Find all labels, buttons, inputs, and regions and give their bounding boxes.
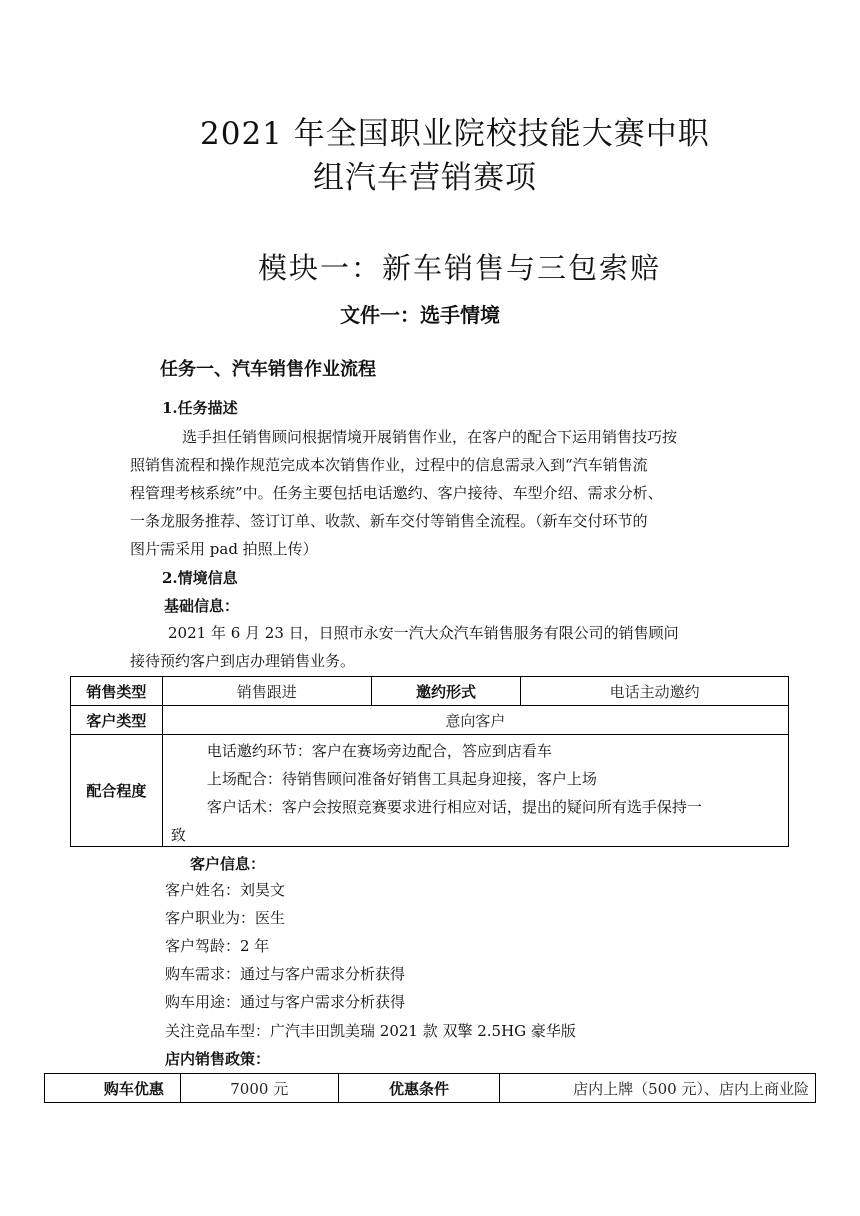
cooperation-line-4: 致 (170, 826, 186, 844)
customer-type-label: 客户类型 (71, 706, 163, 735)
discount-label: 购车优惠 (45, 1074, 181, 1103)
cooperation-cell (162, 735, 788, 847)
policy-table (44, 1073, 816, 1103)
cooperation-label: 配合程度 (71, 735, 163, 847)
description-line-3: 程管理考核系统”中。任务主要包括电话邀约、客户接待、车型介绍、需求分析、 (130, 484, 663, 502)
basic-info-line-2: 接待预约客户到店办理销售业务。 (130, 652, 356, 670)
description-line-5: 图片需采用 pad 拍照上传） (130, 540, 318, 558)
customer-info-heading: 客户信息： (190, 855, 266, 873)
condition-label: 优惠条件 (338, 1074, 500, 1103)
module-heading: 模块一：新车销售与三包索赔 (258, 251, 662, 285)
page-title-line-1: 2021 年全国职业院校技能大赛中职 (200, 116, 710, 152)
page-title-line-2: 组汽车营销赛项 (313, 160, 537, 196)
discount-value: 7000 元 (180, 1074, 338, 1103)
condition-value: 店内上牌（500 元）、店内上商业险 (500, 1074, 816, 1103)
customer-competitor-model: 关注竞品车型：广汽丰田凯美瑞 2021 款 双擎 2.5HG 豪华版 (165, 1022, 576, 1040)
invite-type-label: 邀约形式 (371, 677, 521, 706)
store-policy-heading: 店内销售政策： (165, 1050, 271, 1068)
task-heading: 任务一、汽车销售作业流程 (160, 359, 376, 380)
cooperation-line-2: 上场配合：待销售顾问准备好销售工具起身迎接，客户上场 (206, 770, 597, 788)
description-line-2: 照销售流程和操作规范完成本次销售作业，过程中的信息需录入到“汽车销售流 (130, 456, 648, 474)
description-line-1: 选手担任销售顾问根据情境开展销售作业，在客户的配合下运用销售技巧按 (182, 428, 678, 446)
customer-occupation: 客户职业为：医生 (165, 909, 286, 927)
sales-type-value: 销售跟进 (162, 677, 371, 706)
table-row (71, 735, 789, 847)
basic-info-heading: 基础信息： (164, 597, 240, 615)
description-line-4: 一条龙服务推荐、签订订单、收款、新车交付等销售全流程。（新车交付环节的 (130, 512, 648, 530)
table-row (71, 706, 789, 735)
customer-purchase-need: 购车需求：通过与客户需求分析获得 (165, 965, 406, 983)
table-row (45, 1074, 816, 1103)
customer-name: 客户姓名：刘昊文 (165, 881, 286, 899)
table-row (71, 677, 789, 706)
basic-info-line-1: 2021 年 6 月 23 日，日照市永安一汽大众汽车销售服务有限公司的销售顾问 (168, 624, 679, 642)
customer-type-value: 意向客户 (162, 706, 788, 735)
customer-driving-years: 客户驾龄：2 年 (165, 937, 270, 955)
context-table (70, 676, 789, 847)
section-task-description-heading: 1.任务描述 (162, 399, 238, 417)
sales-type-label: 销售类型 (71, 677, 163, 706)
cooperation-line-1: 电话邀约环节：客户在赛场旁边配合，答应到店看车 (206, 742, 552, 760)
section-context-heading: 2.情境信息 (162, 569, 238, 587)
customer-purchase-use: 购车用途：通过与客户需求分析获得 (165, 993, 406, 1011)
cooperation-line-3: 客户话术：客户会按照竞赛要求进行相应对话，提出的疑问所有选手保持一 (206, 798, 702, 816)
file-heading: 文件一：选手情境 (340, 303, 500, 327)
invite-type-value: 电话主动邀约 (521, 677, 789, 706)
